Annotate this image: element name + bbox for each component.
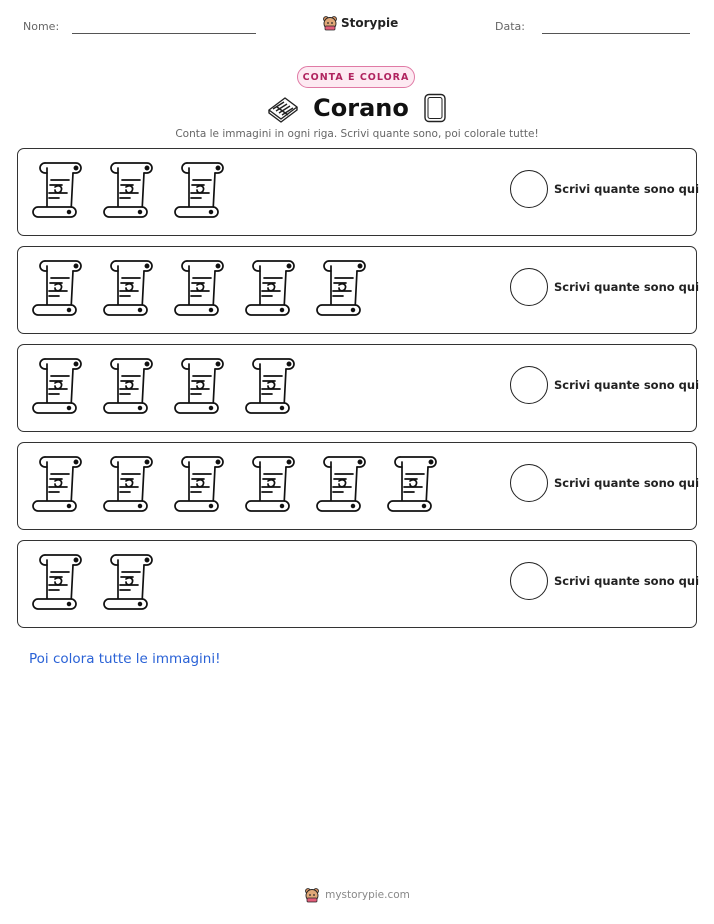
date-line — [542, 33, 690, 34]
answer-label: Scrivi quante sono qui — [554, 378, 700, 392]
answer-label: Scrivi quante sono qui — [554, 476, 700, 490]
answer-circle[interactable] — [510, 562, 548, 600]
counting-row — [17, 442, 700, 530]
date-label: Data: — [495, 20, 525, 33]
scroll-icon — [171, 258, 227, 316]
row-icons — [29, 454, 440, 512]
name-line — [72, 33, 256, 34]
answer-circle[interactable] — [510, 268, 548, 306]
scroll-icon — [29, 552, 85, 610]
footer-url: mystorypie.com — [325, 889, 410, 901]
counting-row — [17, 540, 700, 628]
scroll-icon — [29, 258, 85, 316]
scroll-icon — [242, 454, 298, 512]
name-label: Nome: — [23, 20, 60, 33]
brand-name: Storypie — [341, 16, 399, 30]
scroll-icon — [29, 160, 85, 218]
title-row — [0, 90, 714, 126]
scroll-icon — [384, 454, 440, 512]
scroll-icon — [242, 356, 298, 414]
page-title: Corano — [313, 94, 409, 122]
scroll-icon — [100, 454, 156, 512]
instructions: Conta le immagini in ogni riga. Scrivi quante sono, poi colorale tutte! — [175, 128, 539, 140]
activity-badge: CONTA E COLORA — [297, 66, 415, 88]
row-icons — [29, 258, 369, 316]
answer-label: Scrivi quante sono qui — [554, 182, 700, 196]
row-icons — [29, 160, 227, 218]
scroll-icon — [100, 552, 156, 610]
storypie-bear-logo-icon — [322, 15, 338, 31]
row-icons — [29, 552, 156, 610]
brand — [322, 14, 398, 32]
answer-label: Scrivi quante sono qui — [554, 280, 700, 294]
scroll-icon — [171, 454, 227, 512]
counting-row — [17, 148, 700, 236]
counting-rows — [17, 148, 700, 638]
scroll-icon — [171, 356, 227, 414]
scroll-icon — [242, 258, 298, 316]
scroll-icon — [100, 160, 156, 218]
answer-circle[interactable] — [510, 464, 548, 502]
scroll-icon — [313, 258, 369, 316]
storypie-bear-logo-icon — [304, 887, 320, 903]
scroll-icon — [100, 258, 156, 316]
counting-row — [17, 246, 700, 334]
row-icons — [29, 356, 298, 414]
answer-label: Scrivi quante sono qui — [554, 574, 700, 588]
scroll-icon — [29, 454, 85, 512]
counting-row — [17, 344, 700, 432]
quran-book-icon — [267, 93, 299, 123]
scroll-icon — [100, 356, 156, 414]
frame-icon — [423, 93, 447, 123]
answer-circle[interactable] — [510, 170, 548, 208]
scroll-icon — [313, 454, 369, 512]
footer — [0, 885, 714, 905]
scroll-icon — [29, 356, 85, 414]
closing-instruction: Poi colora tutte le immagini! — [29, 651, 221, 667]
answer-circle[interactable] — [510, 366, 548, 404]
scroll-icon — [171, 160, 227, 218]
